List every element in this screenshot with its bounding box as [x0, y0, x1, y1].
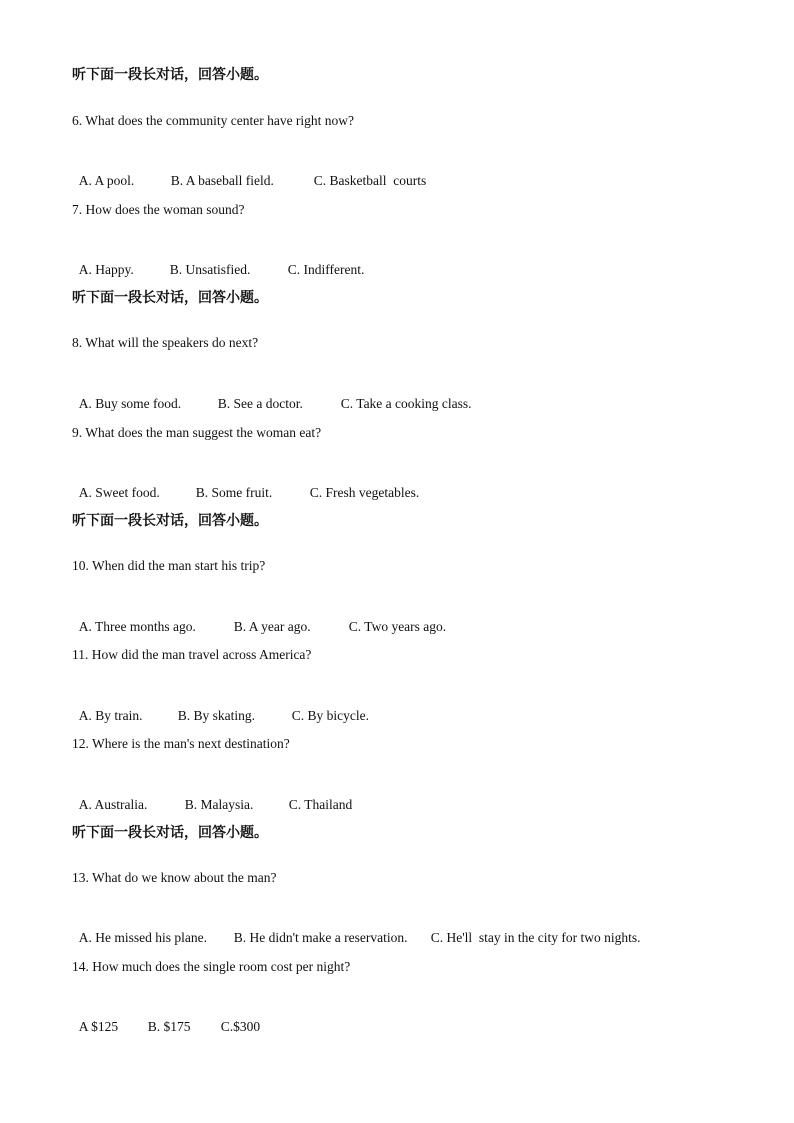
question-13-option-b: B. He didn't make a reservation.	[233, 930, 408, 945]
question-8-stem: 8. What will the speakers do next?	[72, 335, 259, 350]
question-13-option-c: C. He'll stay in the city for two nights.	[430, 930, 641, 945]
question-10-stem: 10. When did the man start his trip?	[72, 558, 266, 573]
question-14-options	[72, 1003, 260, 1035]
question-13-stem: 13. What do we know about the man?	[72, 870, 277, 885]
section-heading: 听下面一段长对话，回答小题。	[72, 67, 268, 83]
question-14-option-c: C.$300	[220, 1019, 261, 1034]
question-6-option-c: C. Basketball courts	[313, 173, 427, 188]
question-7-options	[72, 246, 364, 278]
question-12-option-c: C. Thailand	[288, 797, 353, 812]
question-12-option-b: B. Malaysia.	[184, 797, 254, 812]
question-10-option-b: B. A year ago.	[233, 619, 311, 634]
question-6-option-a: A. A pool.	[78, 173, 135, 188]
question-9-stem: 9. What does the man suggest the woman eat?	[72, 425, 322, 440]
question-7-option-a: A. Happy.	[78, 262, 134, 277]
question-8-option-b: B. See a doctor.	[217, 396, 303, 411]
question-14-option-b: B. $175	[147, 1019, 191, 1034]
section-heading: 听下面一段长对话，回答小题。	[72, 825, 268, 841]
question-11-option-b: B. By skating.	[177, 708, 256, 723]
question-8-options	[72, 380, 472, 412]
question-8-option-a: A. Buy some food.	[78, 396, 182, 411]
question-7-stem: 7. How does the woman sound?	[72, 202, 245, 217]
question-10-option-a: A. Three months ago.	[78, 619, 196, 634]
question-12-option-a: A. Australia.	[78, 797, 148, 812]
question-7-option-b: B. Unsatisfied.	[169, 262, 251, 277]
question-11-stem: 11. How did the man travel across America?	[72, 647, 312, 662]
question-10-options	[72, 603, 446, 635]
question-9-option-c: C. Fresh vegetables.	[309, 485, 420, 500]
question-14-option-a: A $125	[78, 1019, 119, 1034]
question-6-option-b: B. A baseball field.	[170, 173, 274, 188]
question-14-stem: 14. How much does the single room cost per night?	[72, 959, 351, 974]
question-9-options	[72, 469, 419, 501]
question-11-option-a: A. By train.	[78, 708, 143, 723]
section-heading: 听下面一段长对话，回答小题。	[72, 513, 268, 529]
question-6-options	[72, 157, 426, 189]
question-12-stem: 12. Where is the man's next destination?	[72, 736, 290, 751]
question-9-option-a: A. Sweet food.	[78, 485, 160, 500]
question-7-option-c: C. Indifferent.	[287, 262, 365, 277]
section-heading: 听下面一段长对话，回答小题。	[72, 290, 268, 306]
question-11-options	[72, 692, 369, 724]
question-6-stem: 6. What does the community center have right now?	[72, 113, 355, 128]
question-12-options	[72, 781, 352, 813]
question-9-option-b: B. Some fruit.	[195, 485, 273, 500]
question-10-option-c: C. Two years ago.	[348, 619, 447, 634]
question-13-options	[72, 914, 641, 946]
question-8-option-c: C. Take a cooking class.	[340, 396, 472, 411]
question-11-option-c: C. By bicycle.	[291, 708, 369, 723]
question-13-option-a: A. He missed his plane.	[78, 930, 207, 945]
